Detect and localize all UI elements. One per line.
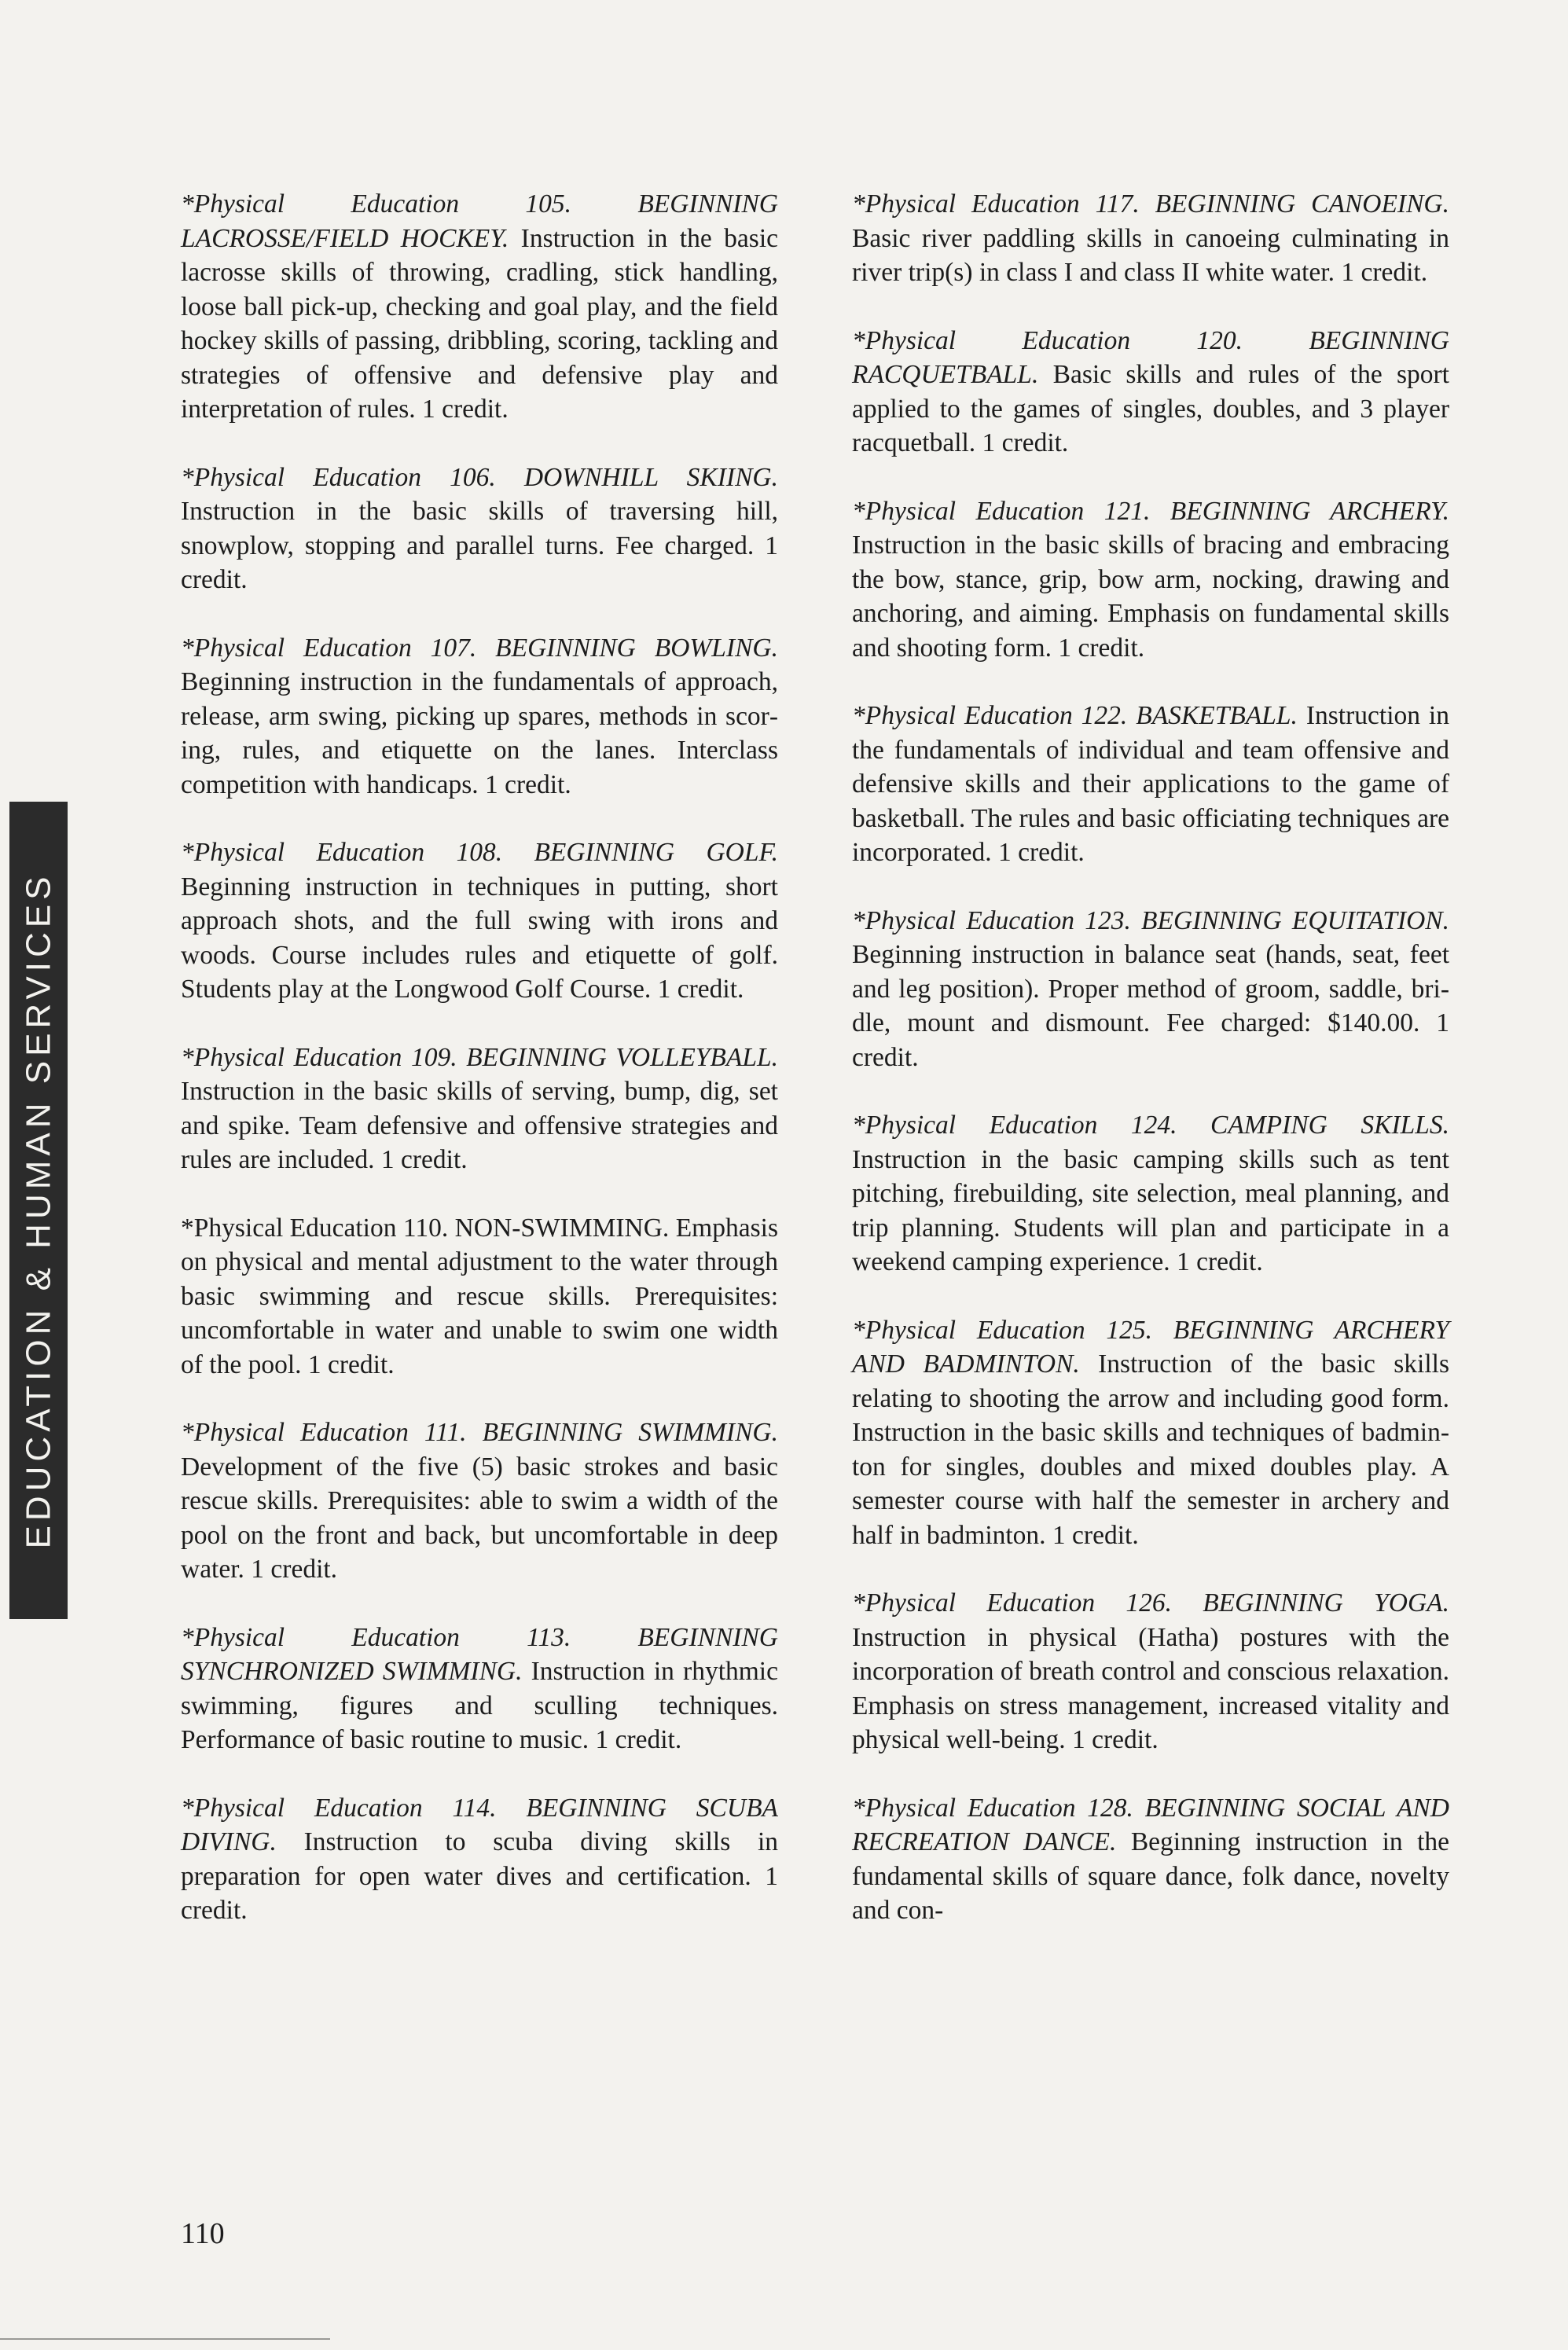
course-heading: *Physical Education 110. NON-SWIMMING. [181,1213,670,1243]
course-heading: *Physical Education 120. BEGINNING RACQUETBALL. [852,325,1449,389]
course-description: Emphasis on physical and mental adjustment to the water through basic swimming and rescue skills. Prerequisites: uncomfortable in water and unable to swim one width of the pool. 1 credit. [181,1213,778,1379]
course-description: Instruction in the fundamentals of individual and team offensive and defensive skills and their applications to the game of basketball. The rules and basic officiating techniques are incorporated. 1 credit. [852,701,1449,867]
course-description: Beginning instruction in the fundamentals of approach, release, arm swing, picking up spares, methods in scoring, rules, and etiquette on the lanes. Interclass competition with handicaps. 1 credit. [181,667,778,799]
course-description: Instruction in physical (Hatha) postures with the incorporation of breath control and conscious relaxation. Emphasis on stress management, increased vitality and physical well-being. 1 credit. [852,1622,1450,1754]
course-description: Instruction in the basic skills of bracing and embracing the bow, stance, grip, bow arm, nocking, drawing and anchoring, and aiming. Emphasis on fundamental skills and shooting form. 1 credit. [852,531,1449,663]
course-entry [852,1586,1449,1757]
course-heading: *Physical Education 126. BEGINNING YOGA. [852,1588,1449,1617]
course-heading: *Physical Education 108. BEGINNING GOLF. [181,838,778,867]
course-description: Instruction of the basic skills relating to shooting the arrow and including good form. Instruction in the basic skills and techniques of badminton for singles, doubles and mixed doubles play. A semester course with half the semester in archery and half in badminton. 1 credit. [852,1349,1449,1550]
course-entry [852,1791,1449,1928]
course-heading: *Physical Education 105. BEGINNING LACROSSE/FIELD HOCKEY. [181,189,778,253]
course-description: Basic river paddling skills in canoeing culminating in river trip(s) in class I and class II white water. 1 credit. [852,223,1449,287]
course-description: Instruction to scuba diving skills in preparation for open water dives and certification. 1 credit. [181,1827,778,1925]
course-description: Instruction in the basic lacrosse skills of throwing, cradling, stick handling, loose ball pick-up, checking and goal play, and the field hockey skills of passing, dribbling, scoring, tackling and strategies of offensive and defensive play and interpretation of rules. 1 credit. [181,223,778,424]
course-heading: *Physical Education 121. BEGINNING ARCHERY. [852,496,1449,526]
course-entry [852,904,1449,1075]
course-entry [181,1791,778,1928]
course-entry [852,494,1449,666]
course-entry [181,631,778,802]
course-heading: *Physical Education 109. BEGINNING VOLLEYBALL. [181,1042,778,1072]
page-number: 110 [181,2217,225,2250]
course-heading: *Physical Education 111. BEGINNING SWIMMING. [181,1418,778,1447]
course-heading: *Physical Education 114. BEGINNING SCUBA DIVING. [181,1793,778,1856]
course-description: Instruction in the basic skills of traversing hill, snowplow, stopping and parallel turns. Fee charged. 1 credit. [181,497,778,594]
course-entry [852,1108,1449,1280]
course-heading: *Physical Education 128. BEGINNING SOCIAL AND RECREATION DANCE. [852,1793,1449,1856]
course-entry [181,835,778,1007]
course-heading: *Physical Education 107. BEGINNING BOWLING. [181,633,778,663]
course-description: Instruction in rhythmic swimming, figures and sculling techniques. Performance of basic routine to music. 1 credit. [181,1657,778,1754]
course-heading: *Physical Education 124. CAMPING SKILLS. [852,1111,1449,1140]
course-entry [852,1313,1449,1553]
footer-rule [0,2338,330,2340]
course-heading: *Physical Education 113. BEGINNING SYNCHRONIZED SWIMMING. [181,1622,778,1686]
section-side-tab [9,802,68,1619]
left-column [181,187,778,1962]
course-description: Beginning instruction in techniques in putting, short approach shots, and the full swing with irons and woods. Course includes rules and etiquette of golf. Students play at the Longwood Golf Course. 1 credit. [181,872,778,1004]
course-entry [852,324,1449,461]
course-heading: *Physical Education 125. BEGINNING ARCHERY AND BADMINTON. [852,1315,1449,1379]
side-tab-label: EDUCATION & HUMAN SERVICES [19,872,57,1549]
course-description: Beginning instruction in balance seat (hands, seat, feet and leg position). Proper method of groom, saddle, bridle, mount and dismount. Fee charged: $140.00. 1 credit. [852,940,1449,1072]
course-description: Instruction in the basic skills of serving, bump, dig, set and spike. Team defensive and offensive strategies and rules are included. 1 credit. [181,1077,778,1174]
course-entry [181,187,778,427]
course-description: Beginning instruction in the fundamental skills of square dance, folk dance, novelty and con- [852,1827,1450,1925]
right-column [852,187,1449,1962]
course-entry [181,1621,778,1757]
course-entry [852,187,1449,290]
course-heading: *Physical Education 122. BASKETBALL. [852,701,1298,730]
course-entry [181,1211,778,1382]
course-description: Development of the five (5) basic strokes and basic rescue skills. Prerequisites: able to swim a width of the pool on the front and back, but uncomfortable in deep water. 1 credit. [181,1452,778,1584]
course-heading: *Physical Education 123. BEGINNING EQUITATION. [852,905,1449,935]
course-description: Instruction in the basic camping skills such as tent pitching, firebuilding, site selection, meal planning, and trip planning. Students will plan and participate in a weekend camping experience. 1 credit. [852,1144,1449,1276]
course-description: Basic skills and rules of the sport applied to the games of singles, doubles, and 3 player racquetball. 1 credit. [852,360,1449,457]
course-entry [181,1416,778,1587]
course-entry [852,699,1449,870]
course-entry [181,1041,778,1177]
course-heading: *Physical Education 117. BEGINNING CANOEING. [852,189,1449,218]
course-entry [181,461,778,597]
course-heading: *Physical Education 106. DOWNHILL SKIING. [181,462,778,492]
